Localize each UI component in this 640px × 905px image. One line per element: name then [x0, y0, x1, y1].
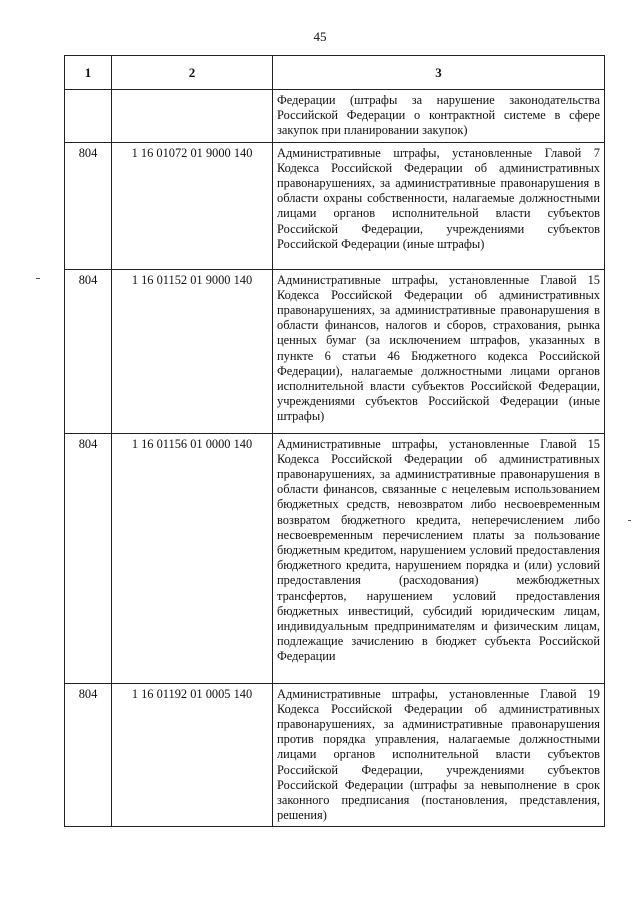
scan-artifact — [628, 520, 631, 521]
description-cell: Административные штрафы, установленные Главой 15 Кодекса Российской Федерации об административных правонарушениях, за административные правонарушения в области финансов, налогов и сборов, страхования, рынка ценных бумаг (за исключением штрафов, указанных в пункте 6 статьи 46 Бюджетного кодекса Российской Федерации), налагаемые должностными лицами органов исполнительной власти субъектов Российской Федерации, учреждениями субъектов Российской Федерации (иные штрафы) — [273, 269, 605, 433]
kbk-code-cell: 1 16 01156 01 0000 140 — [112, 433, 273, 683]
table-row — [65, 142, 605, 269]
admin-code-cell: 804 — [65, 269, 112, 433]
header-col-1: 1 — [65, 56, 112, 90]
table-row — [65, 269, 605, 433]
admin-code-cell: 804 — [65, 683, 112, 827]
description-cell: Административные штрафы, установленные Главой 19 Кодекса Российской Федерации об административных правонарушениях, за административные правонарушения против порядка управления, налагаемые должностными лицами органов исполнительной власти субъектов Российской Федерации, учреждениями субъектов Российской Федерации (штрафы за невыполнение в срок законного предписания (постановления, представления, решения) — [273, 683, 605, 827]
kbk-code-cell: 1 16 01152 01 9000 140 — [112, 269, 273, 433]
kbk-code-cell — [112, 90, 273, 143]
kbk-code-cell: 1 16 01192 01 0005 140 — [112, 683, 273, 827]
table-row — [65, 433, 605, 683]
page-number: 45 — [313, 29, 327, 44]
header-col-3: 3 — [273, 56, 605, 90]
table-row — [65, 90, 605, 143]
description-cell: Административные штрафы, установленные Главой 15 Кодекса Российской Федерации об административных правонарушениях, за административные правонарушения в области финансов, связанные с нецелевым использованием бюджетных средств, невозвратом либо несвоевременным возвратом бюджетного кредита, неперечислением либо несвоевременным перечислением платы за пользование бюджетным кредитом, нарушением условий предоставления бюджетного кредита, нарушением порядка и (или) условий предоставления (расходования) межбюджетных трансфертов, нарушением условий предоставления бюджетных инвестиций, субсидий юридическим лицам, индивидуальным предпринимателям и физическим лицам, подлежащие зачислению в бюджет субъекта Российской Федерации — [273, 433, 605, 683]
scan-artifact — [36, 278, 40, 279]
admin-code-cell — [65, 90, 112, 143]
admin-code-cell: 804 — [65, 142, 112, 269]
description-cell: Федерации (штрафы за нарушение законодательства Российской Федерации о контрактной системе в сфере закупок при планировании закупок) — [273, 90, 605, 143]
header-col-2: 2 — [112, 56, 273, 90]
kbk-code-cell: 1 16 01072 01 9000 140 — [112, 142, 273, 269]
description-cell: Административные штрафы, установленные Главой 7 Кодекса Российской Федерации об административных правонарушениях, за административные правонарушения в области охраны собственности, налагаемые должностными лицами органов исполнительной власти субъектов Российской Федерации, учреждениями субъектов Российской Федерации (иные штрафы) — [273, 142, 605, 269]
table-row — [65, 683, 605, 827]
admin-code-cell: 804 — [65, 433, 112, 683]
table-header-row — [65, 56, 605, 90]
budget-classification-table — [64, 55, 605, 827]
